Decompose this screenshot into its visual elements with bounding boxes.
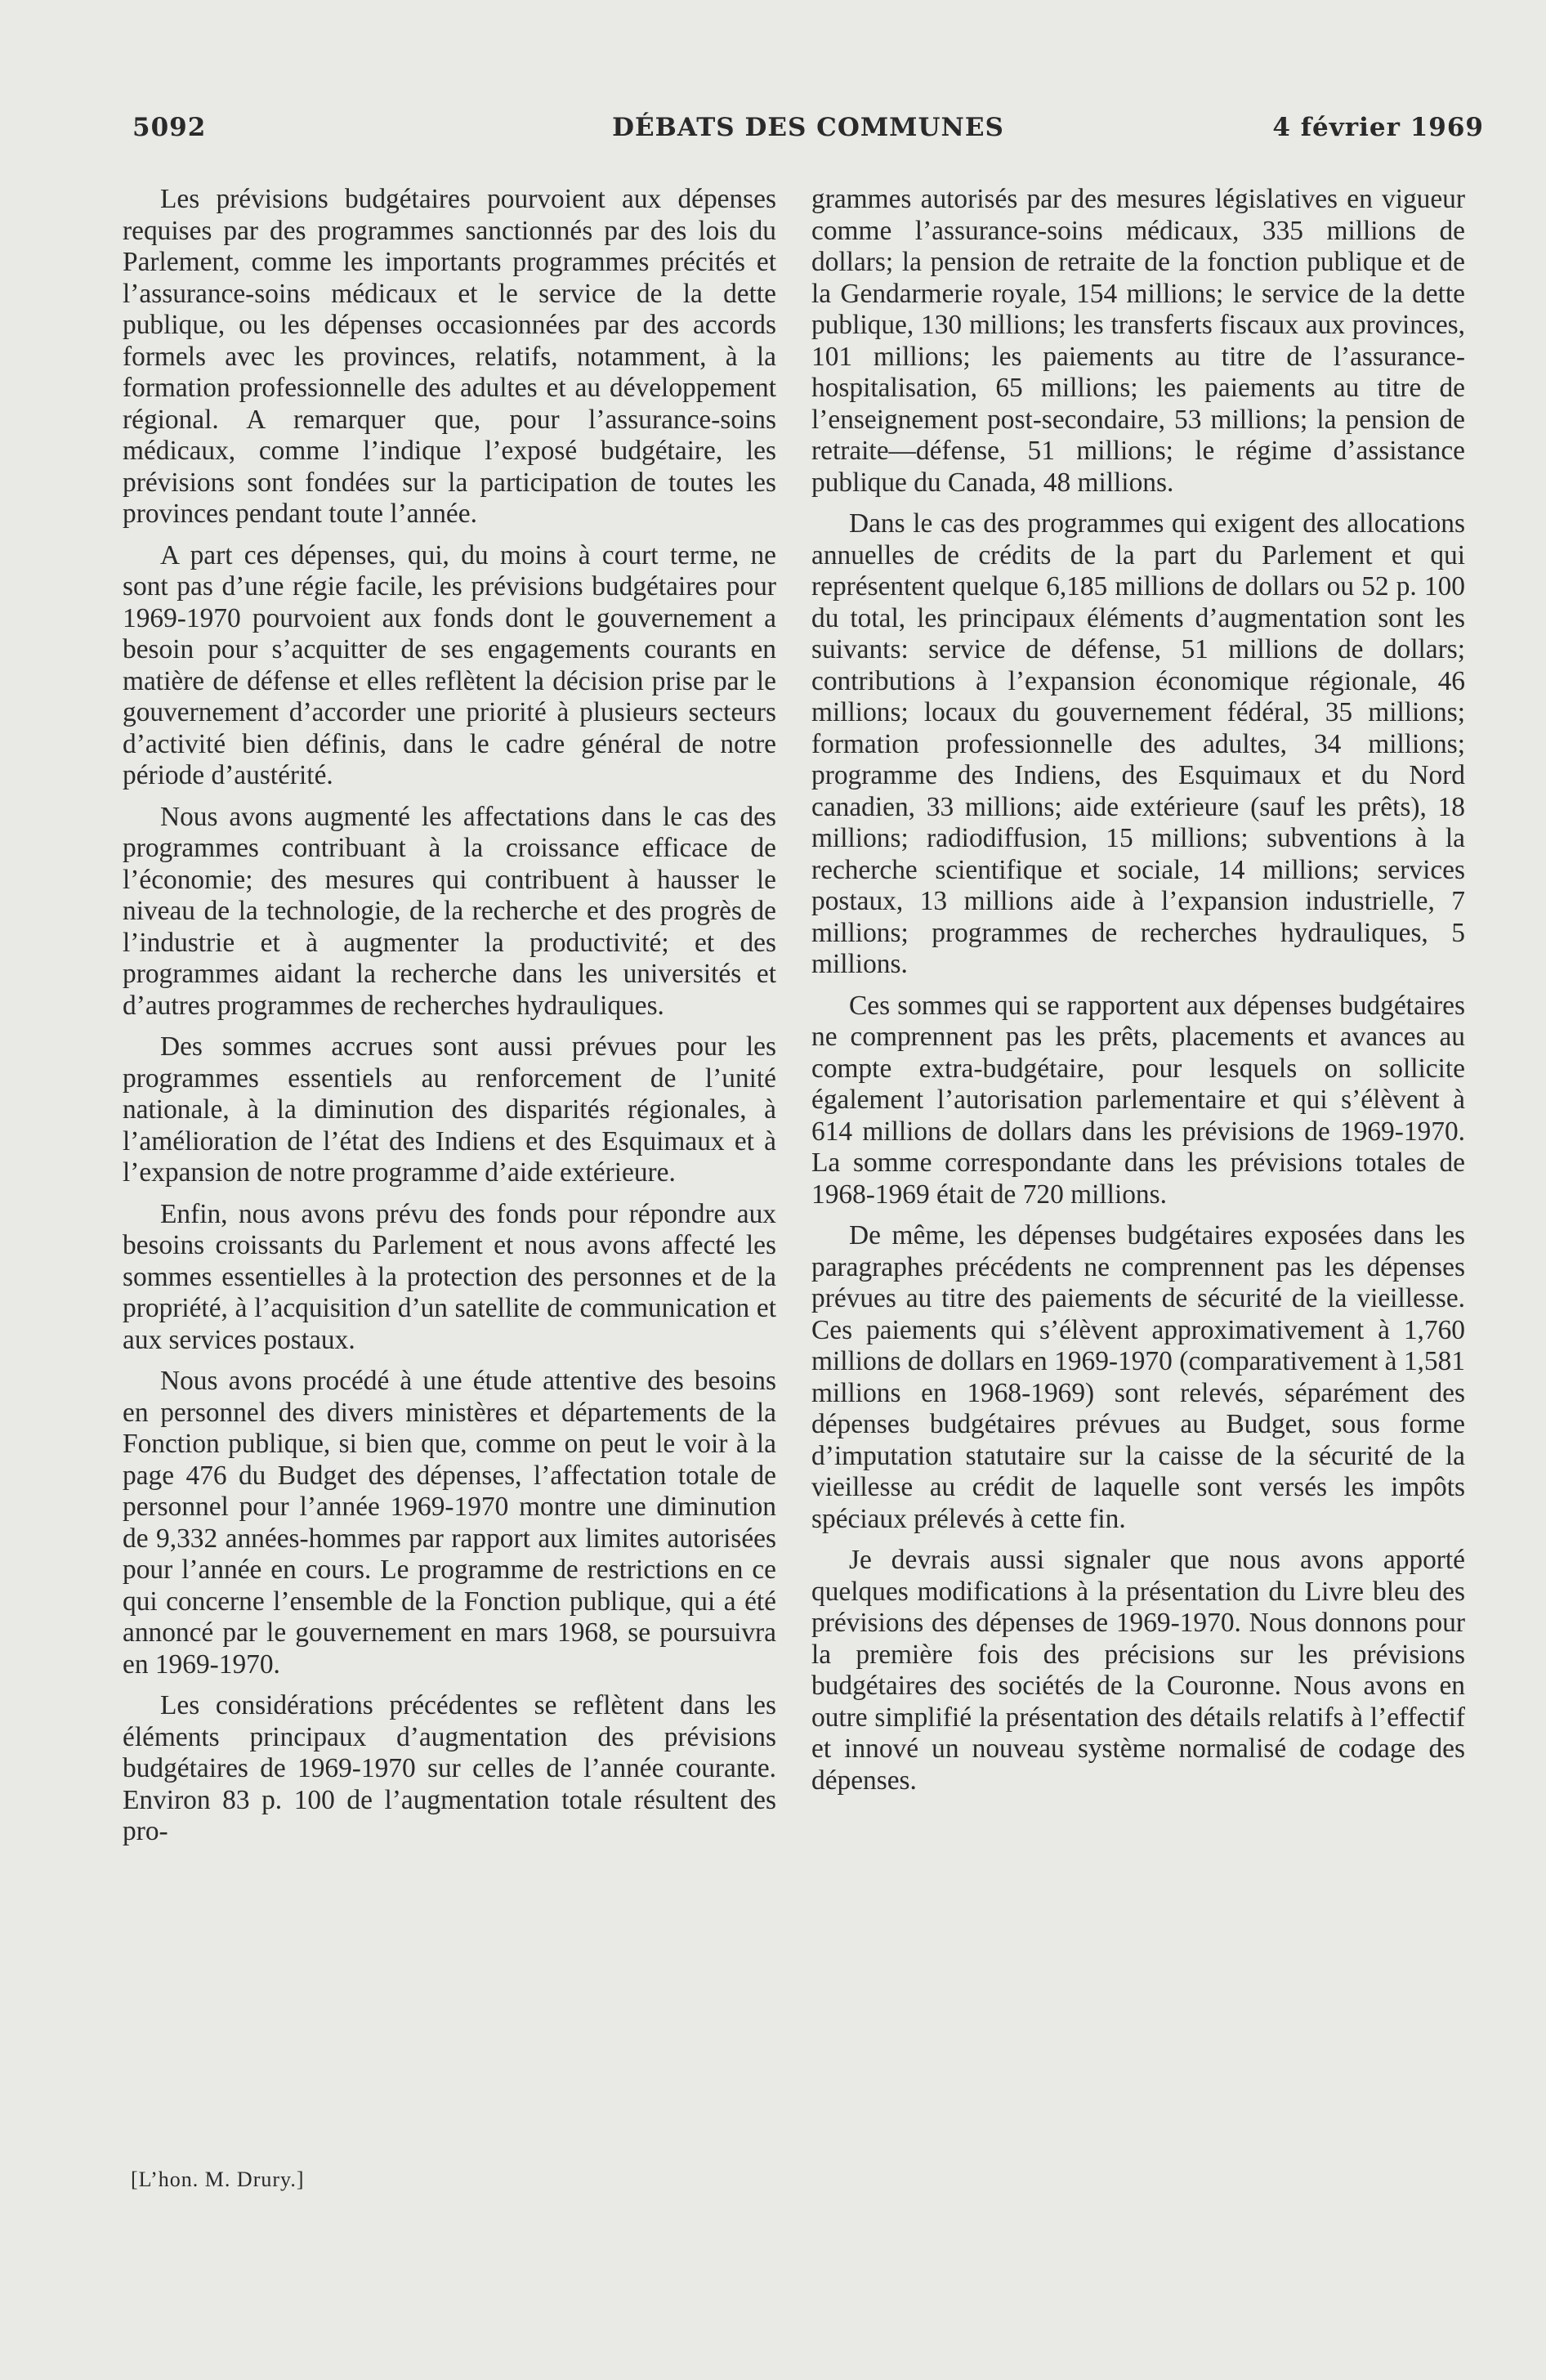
paragraph: Les considérations précédentes se reflètent dans les éléments principaux d’augmentation des prévisions budgétaires de 1969-1970 sur celles de l’année courante. Environ 83 p. 100 de l’augmentation totale résultent des pro- [123,1690,776,1846]
paragraph: Nous avons augmenté les affectations dans le cas des programmes contribuant à la croissance efficace de l’économie; des mesures qui contribuent à hausser le niveau de la technologie, de la recherche et des progrès de l’industrie et à augmenter la productivité; et des programmes aidant la recherche dans les universités et d’autres programmes de recherches hydrauliques. [123,801,776,1021]
paragraph: Nous avons procédé à une étude attentive des besoins en personnel des divers ministères et départements de la Fonction publique, si bien que, comme on peut le voir à la page 476 du Budget des dépenses, l’affectation totale de personnel pour l’année 1969-1970 montre une diminution de 9,332 années-hommes par rapport aux limites autorisées pour l’année en cours. Le programme de restrictions en ce qui concerne l’ensemble de la Fonction publique, qui a été annoncé par le gouvernement en mars 1968, se poursuivra en 1969-1970. [123,1366,776,1680]
paragraph: Dans le cas des programmes qui exigent des allocations annuelles de crédits de la part du Parlement et qui représentent quelque 6,185 millions de dollars ou 52 p. 100 du total, les principaux éléments d’augmentation sont les suivants: service de défense, 51 millions de dollars; contributions à l’expansion économique régionale, 46 millions; locaux du gouvernement fédéral, 35 millions; formation professionnelle des adultes, 34 millions; programme des Indiens, des Esquimaux et du Nord canadien, 33 millions; aide extérieure (sauf les prêts), 18 millions; radiodiffusion, 15 millions; subventions à la recherche scientifique et sociale, 14 millions; services postaux, 13 millions aide à l’expansion industrielle, 7 millions; programmes de recherches hydrauliques, 5 millions. [811,508,1465,979]
paragraph: A part ces dépenses, qui, du moins à court terme, ne sont pas d’une régie facile, les prévisions budgétaires pour 1969-1970 pourvoient aux fonds dont le gouvernement a besoin pour s’acquitter de ses engagements courants en matière de défense et elles reflètent la décision prise par le gouvernement d’accorder une priorité à plusieurs secteurs d’activité bien définis, dans le cadre général de notre période d’austérité. [123,539,776,790]
paragraph: Je devrais aussi signaler que nous avons apporté quelques modifications à la présentation du Livre bleu des prévisions des dépenses de 1969-1970. Nous donnons pour la première fois des précisions sur les prévisions budgétaires des sociétés de la Couronne. Nous avons en outre simplifié la présentation des détails relatifs à l’effectif et innové un nouveau système normalisé de codage des dépenses. [811,1545,1465,1796]
paragraph: De même, les dépenses budgétaires exposées dans les paragraphes précédents ne comprennent pas les dépenses prévues au titre des paiements de sécurité de la vieillesse. Ces paiements qui s’élèvent approximativement à 1,760 millions de dollars en 1969-1970 (comparativement à 1,581 millions en 1968-1969) sont relevés, séparément des dépenses budgétaires prévues au Budget, sous forme d’imputation statutaire sur la caisse de la sécurité de la vieillesse au crédit de laquelle sont versés les impôts spéciaux prélevés à cette fin. [811,1220,1465,1534]
paragraph: Des sommes accrues sont aussi prévues pour les programmes essentiels au renforcement de l’unité nationale, à la diminution des disparités régionales, à l’amélioration de l’état des Indiens et des Esquimaux et à l’expansion de notre programme d’aide extérieure. [123,1031,776,1188]
page-number: 5092 [132,113,207,142]
paragraph: Ces sommes qui se rapportent aux dépenses budgétaires ne comprennent pas les prêts, placements et avances au compte extra-budgétaire, pour lesquels on sollicite également l’autorisation parlementaire et qui s’élèvent à 614 millions de dollars dans les prévisions de 1969-1970. La somme correspondante dans les prévisions totales de 1968-1969 était de 720 millions. [811,990,1465,1210]
paragraph: grammes autorisés par des mesures législatives en vigueur comme l’assurance-soins médicaux, 335 millions de dollars; la pension de retraite de la fonction publique et de la Gendarmerie royale, 154 millions; le service de la dette publique, 130 millions; les transferts fiscaux aux provinces, 101 millions; les paiements au titre de l’assurance-hospitalisation, 65 millions; les paiements au titre de l’enseignement post-secondaire, 53 millions; la pension de retraite—défense, 51 millions; le régime d’assistance publique du Canada, 48 millions. [811,184,1465,498]
page-date: 4 février 1969 [1272,113,1484,142]
running-title: DÉBATS DES COMMUNES [612,113,1004,142]
left-column [123,184,776,1858]
speaker-note: [L’hon. M. Drury.] [131,2168,305,2191]
right-column [811,184,1465,1806]
paragraph: Enfin, nous avons prévu des fonds pour répondre aux besoins croissants du Parlement et nous avons affecté les sommes essentielles à la protection des personnes et de la propriété, à l’acquisition d’un satellite de communication et aux services postaux. [123,1198,776,1355]
page-header [132,113,1484,154]
paragraph: Les prévisions budgétaires pourvoient aux dépenses requises par des programmes sanctionnés par des lois du Parlement, comme les importants programmes précités et l’assurance-soins médicaux et le service de la dette publique, ou les dépenses occasionnées par des accords formels avec les provinces, relatifs, notamment, à la formation professionnelle des adultes et au développement régional. A remarquer que, pour l’assurance-soins médicaux, comme l’indique l’exposé budgétaire, les prévisions sont fondées sur la participation de toutes les provinces pendant toute l’année. [123,184,776,529]
